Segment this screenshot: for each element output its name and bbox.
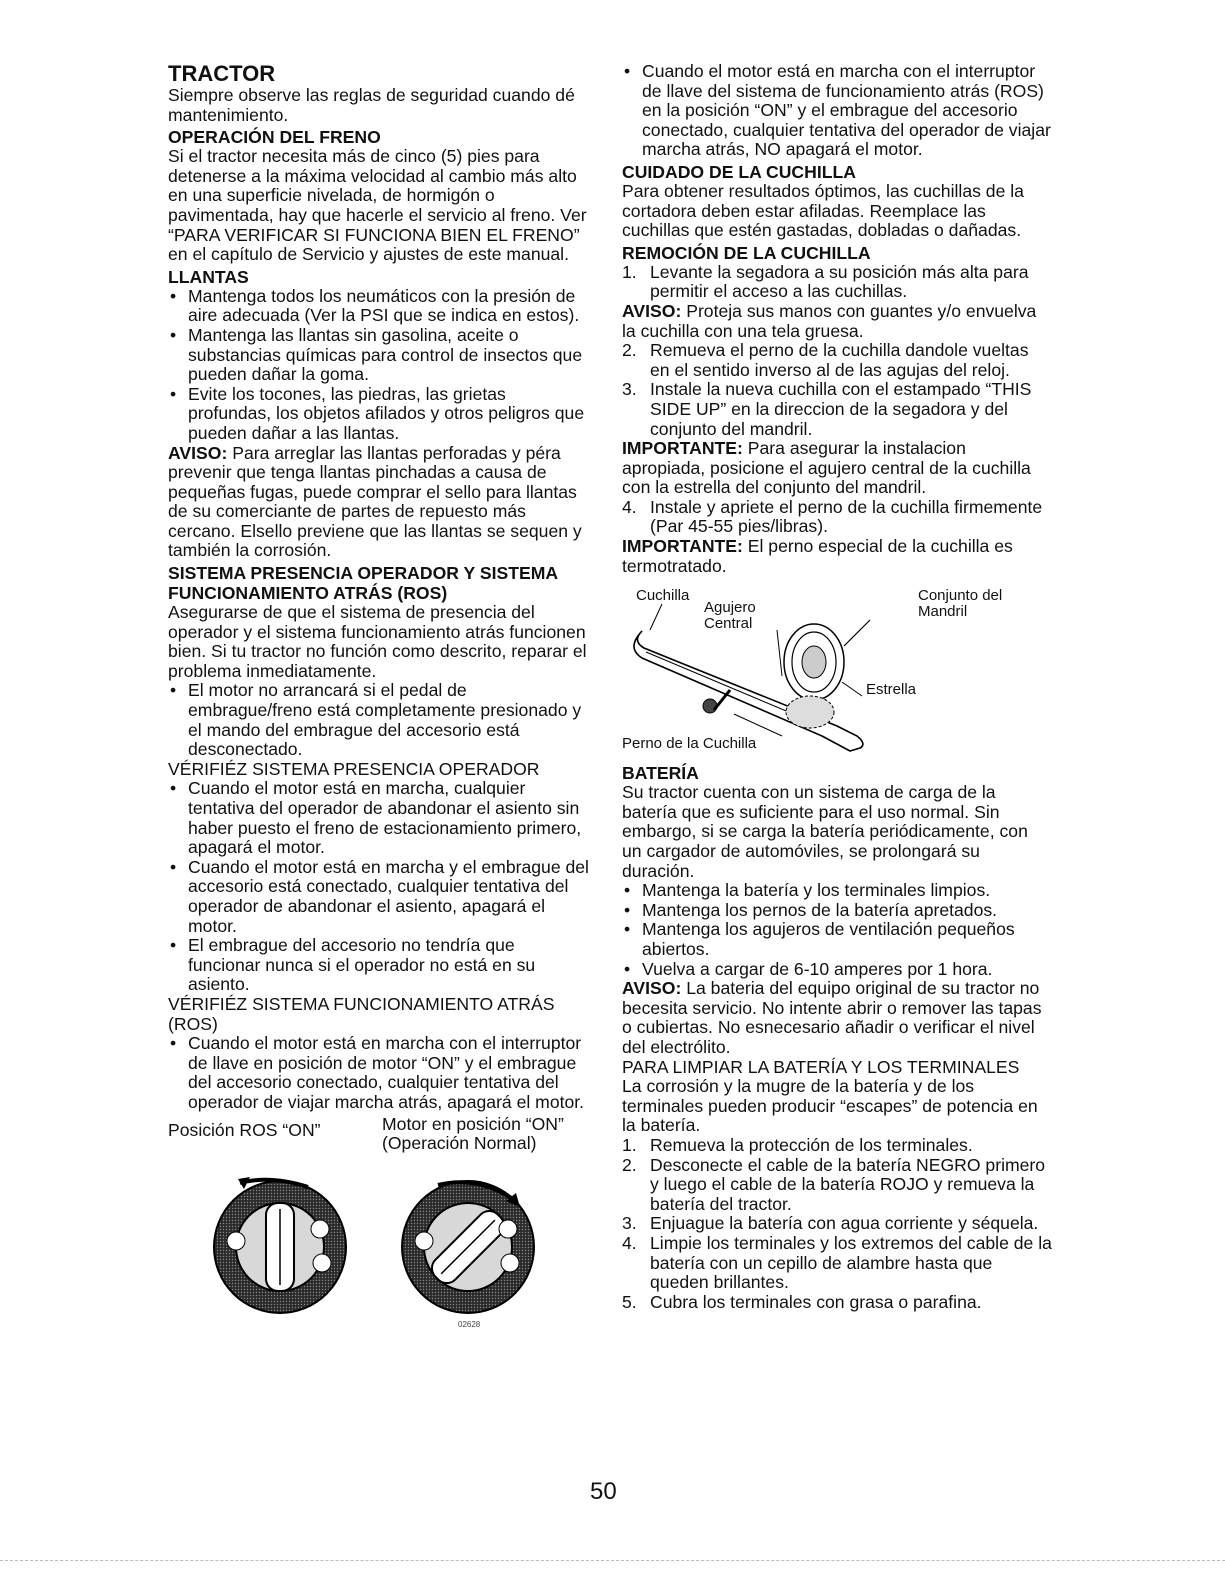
list-item: • Evite los tocones, las piedras, las grietas profundas, los objetos afilados y otros peligros que pueden dañar a las llantas. bbox=[168, 385, 590, 444]
list-item: • Mantenga todos los neumáticos con la presión de aire adecuada (Ver la PSI que se indica en estos). bbox=[168, 287, 590, 326]
ops-heading: SISTEMA PRESENCIA OPERADOR Y SISTEMA FUNCIONAMIENTO ATRÁS (ROS) bbox=[168, 563, 558, 604]
ignition-switch-figure bbox=[168, 1167, 590, 1327]
notice-label: AVISO: bbox=[168, 442, 228, 463]
list-item: • Mantenga los agujeros de ventilación pequeños abiertos. bbox=[622, 920, 1052, 959]
brake-heading: OPERACIÓN DEL FRENO bbox=[168, 127, 381, 148]
list-item: 5. Cubra los terminales con grasa o parafina. bbox=[622, 1291, 982, 1312]
battery-heading: BATERÍA bbox=[622, 763, 699, 784]
list-item: 3. Instale la nueva cuchilla con el estampado “THIS SIDE UP” en la direccion de la segadora y del conjunto del mandril. bbox=[622, 379, 1032, 439]
list-item: 2. Desconecte el cable de la batería NEGRO primero y luego el cable de la batería ROJO y remueva la batería del tractor. bbox=[622, 1154, 1046, 1214]
list-item: 4. Limpie los terminales y los extremos del cable de la batería con un cepillo de alambre hasta que queden brillantes. bbox=[622, 1232, 1052, 1293]
battery-list bbox=[622, 881, 1052, 979]
removal-steps-b bbox=[622, 341, 1052, 439]
ops-list bbox=[168, 681, 590, 759]
motor-on-label: Motor en posición “ON” (Operación Normal) bbox=[382, 1113, 564, 1154]
removal-notice bbox=[622, 302, 1052, 341]
tractor-intro: Siempre observe las reglas de seguridad cuando dé mantenimiento. bbox=[168, 85, 575, 125]
list-item: • El embrague del accesorio no tendría que funcionar nunca si el operador no está en su asiento. bbox=[168, 936, 590, 995]
important-note-2: IMPORTANTE: El perno especial de la cuchilla es termotratado. bbox=[622, 536, 1013, 576]
list-item: • Mantenga los pernos de la batería apretados. bbox=[622, 901, 1052, 921]
blade-figure bbox=[622, 586, 1052, 761]
presence-list bbox=[168, 779, 590, 995]
battery-text: Su tractor cuenta con un sistema de carga de la batería que es suficiente para el uso normal. Sin embargo, si se carga la batería periódicamente, con un cargador de automóviles, se prolongará su duración. bbox=[622, 782, 1028, 881]
list-item: • Cuando el motor está en marcha, cualquier tentativa del operador de abandonar el asiento sin haber puesto el freno de estacionamiento primero, apagará el motor. bbox=[168, 779, 590, 857]
fig-label-estrella: Estrella bbox=[866, 681, 917, 699]
blade-care-heading: CUIDADO DE LA CUCHILLA bbox=[622, 161, 856, 182]
removal-steps-a bbox=[622, 263, 1052, 302]
list-item: • El motor no arrancará si el pedal de embrague/freno está completamente presionado y el mando del embrague del accesorio está desconectado. bbox=[168, 681, 590, 759]
ros-list bbox=[168, 1034, 590, 1112]
list-item: 1. Levante la segadora a su posición más alta para permitir el acceso a las cuchillas. bbox=[622, 261, 1029, 302]
ignition-knob-motor-icon bbox=[398, 1177, 538, 1317]
left-column bbox=[168, 62, 590, 1327]
page-number: 50 bbox=[590, 1478, 617, 1505]
removal-steps-c bbox=[622, 498, 1052, 537]
clean-text: La corrosión y la mugre de la batería y de los terminales pueden producir “escapes” de potencia en la batería. bbox=[622, 1076, 1038, 1136]
list-item: • Cuando el motor está en marcha con el interruptor de llave del sistema de funcionamiento atrás (ROS) en la posición “ON” y el embrague del accesorio conectado, cualquier tentativa del operador de viajar marcha atrás, NO apagará el motor. bbox=[622, 62, 1052, 160]
list-item: • Cuando el motor está en marcha y el embrague del accesorio está conectado, cualquier tentativa del operador de abandonar el asiento, apagará el motor. bbox=[168, 858, 590, 936]
ros-list-continued bbox=[622, 62, 1052, 160]
tires-list bbox=[168, 287, 590, 444]
battery-notice: AVISO: La bateria del equipo original de su tractor no becesita servicio. No intente abrir o remover las tapas o cubiertas. No esnecesario añadir o verificar el nivel del electrólito. bbox=[622, 978, 1042, 1057]
switch-figure-labels bbox=[168, 1115, 590, 1167]
list-item: • Cuando el motor está en marcha con el interruptor de llave en posición de motor “ON” y el embrague del accesorio conectado, cualquier tentativa del operador de viajar marcha atrás, apagará el motor. bbox=[168, 1034, 590, 1112]
verify-ros-heading: VÉRIFIÉZ SISTEMA FUNCIONAMIENTO ATRÁS (ROS) bbox=[168, 993, 555, 1034]
figure-number: 02628 bbox=[458, 1319, 481, 1329]
brake-text: Si el tractor necesita más de cinco (5) pies para detenerse a la máxima velocidad al cambio más alto en una superficie nivelada, de hormigón o pavimentada, hay que hacerle el servicio al freno. Ver “PARA VERIFICAR SI FUNCIONA BIEN EL FRENO” en el capítulo de Servicio y ajustes de este manual. bbox=[168, 146, 587, 265]
clean-heading: PARA LIMPIAR LA BATERÍA Y LOS TERMINALES bbox=[622, 1056, 1020, 1077]
tractor-title: TRACTOR bbox=[168, 61, 276, 86]
fig-label-conjunto: Conjunto del Mandril bbox=[918, 587, 1003, 621]
tires-notice bbox=[168, 444, 590, 562]
list-item: • Mantenga la batería y los terminales limpios. bbox=[622, 881, 1052, 901]
fig-label-perno: Perno de la Cuchilla bbox=[622, 735, 757, 753]
blade-care-text: Para obtener resultados óptimos, las cuchillas de la cortadora deben estar afiladas. Reemplace las cuchillas que estén gastadas, dobladas o dañadas. bbox=[622, 180, 1024, 241]
notice-text: Proteja sus manos con guantes y/o envuelva la cuchilla con una tela gruesa. bbox=[622, 300, 1037, 341]
notice-text: Para arreglar las llantas perforadas y péra prevenir que tenga llantas pinchadas a causa de pequeñas fugas, puede comprar el sello para llantas de su comerciante de partes de repuesto más cercano. Elsello previene que las llantas se sequen y también la corrosión. bbox=[168, 442, 582, 561]
important-note-1: IMPORTANTE: Para asegurar la instalacion apropiada, posicione el agujero central de la cuchilla con la estrella del conjunto del mandril. bbox=[622, 438, 1031, 498]
notice-label: AVISO: bbox=[622, 300, 682, 321]
ignition-knob-ros-icon bbox=[210, 1177, 350, 1317]
page-bottom-divider bbox=[0, 1560, 1225, 1561]
fig-label-cuchilla: Cuchilla bbox=[636, 587, 690, 605]
tires-heading: LLANTAS bbox=[168, 266, 249, 287]
list-item: 3. Enjuague la batería con agua corriente y séquela. bbox=[622, 1213, 1039, 1234]
ops-text: Asegurarse de que el sistema de presencia del operador y el sistema funcionamiento atrás funcionen bien. Si tu tractor no función como descrito, reparar el problema inmediatamente. bbox=[168, 602, 587, 681]
list-item: 2. Remueva el perno de la cuchilla dandole vueltas en el sentido inverso al de las agujas del reloj. bbox=[622, 340, 1029, 380]
list-item: • Mantenga las llantas sin gasolina, aceite o substancias químicas para control de insectos que pueden dañar la goma. bbox=[168, 326, 590, 385]
clean-steps bbox=[622, 1136, 1052, 1312]
blade-removal-heading: REMOCIÓN DE LA CUCHILLA bbox=[622, 242, 871, 263]
list-item: 1. Remueva la protección de los terminales. bbox=[622, 1134, 973, 1155]
list-item: • Vuelva a cargar de 6-10 amperes por 1 hora. bbox=[622, 960, 1052, 980]
verify-presence-heading: VÉRIFIÉZ SISTEMA PRESENCIA OPERADOR bbox=[168, 758, 540, 779]
list-item: 4. Instale y apriete el perno de la cuchilla firmemente (Par 45-55 pies/libras). bbox=[622, 496, 1043, 537]
ros-on-label: Posición ROS “ON” bbox=[168, 1119, 321, 1140]
fig-label-agujero: Agujero Central bbox=[704, 599, 756, 633]
right-column bbox=[622, 62, 1052, 1312]
